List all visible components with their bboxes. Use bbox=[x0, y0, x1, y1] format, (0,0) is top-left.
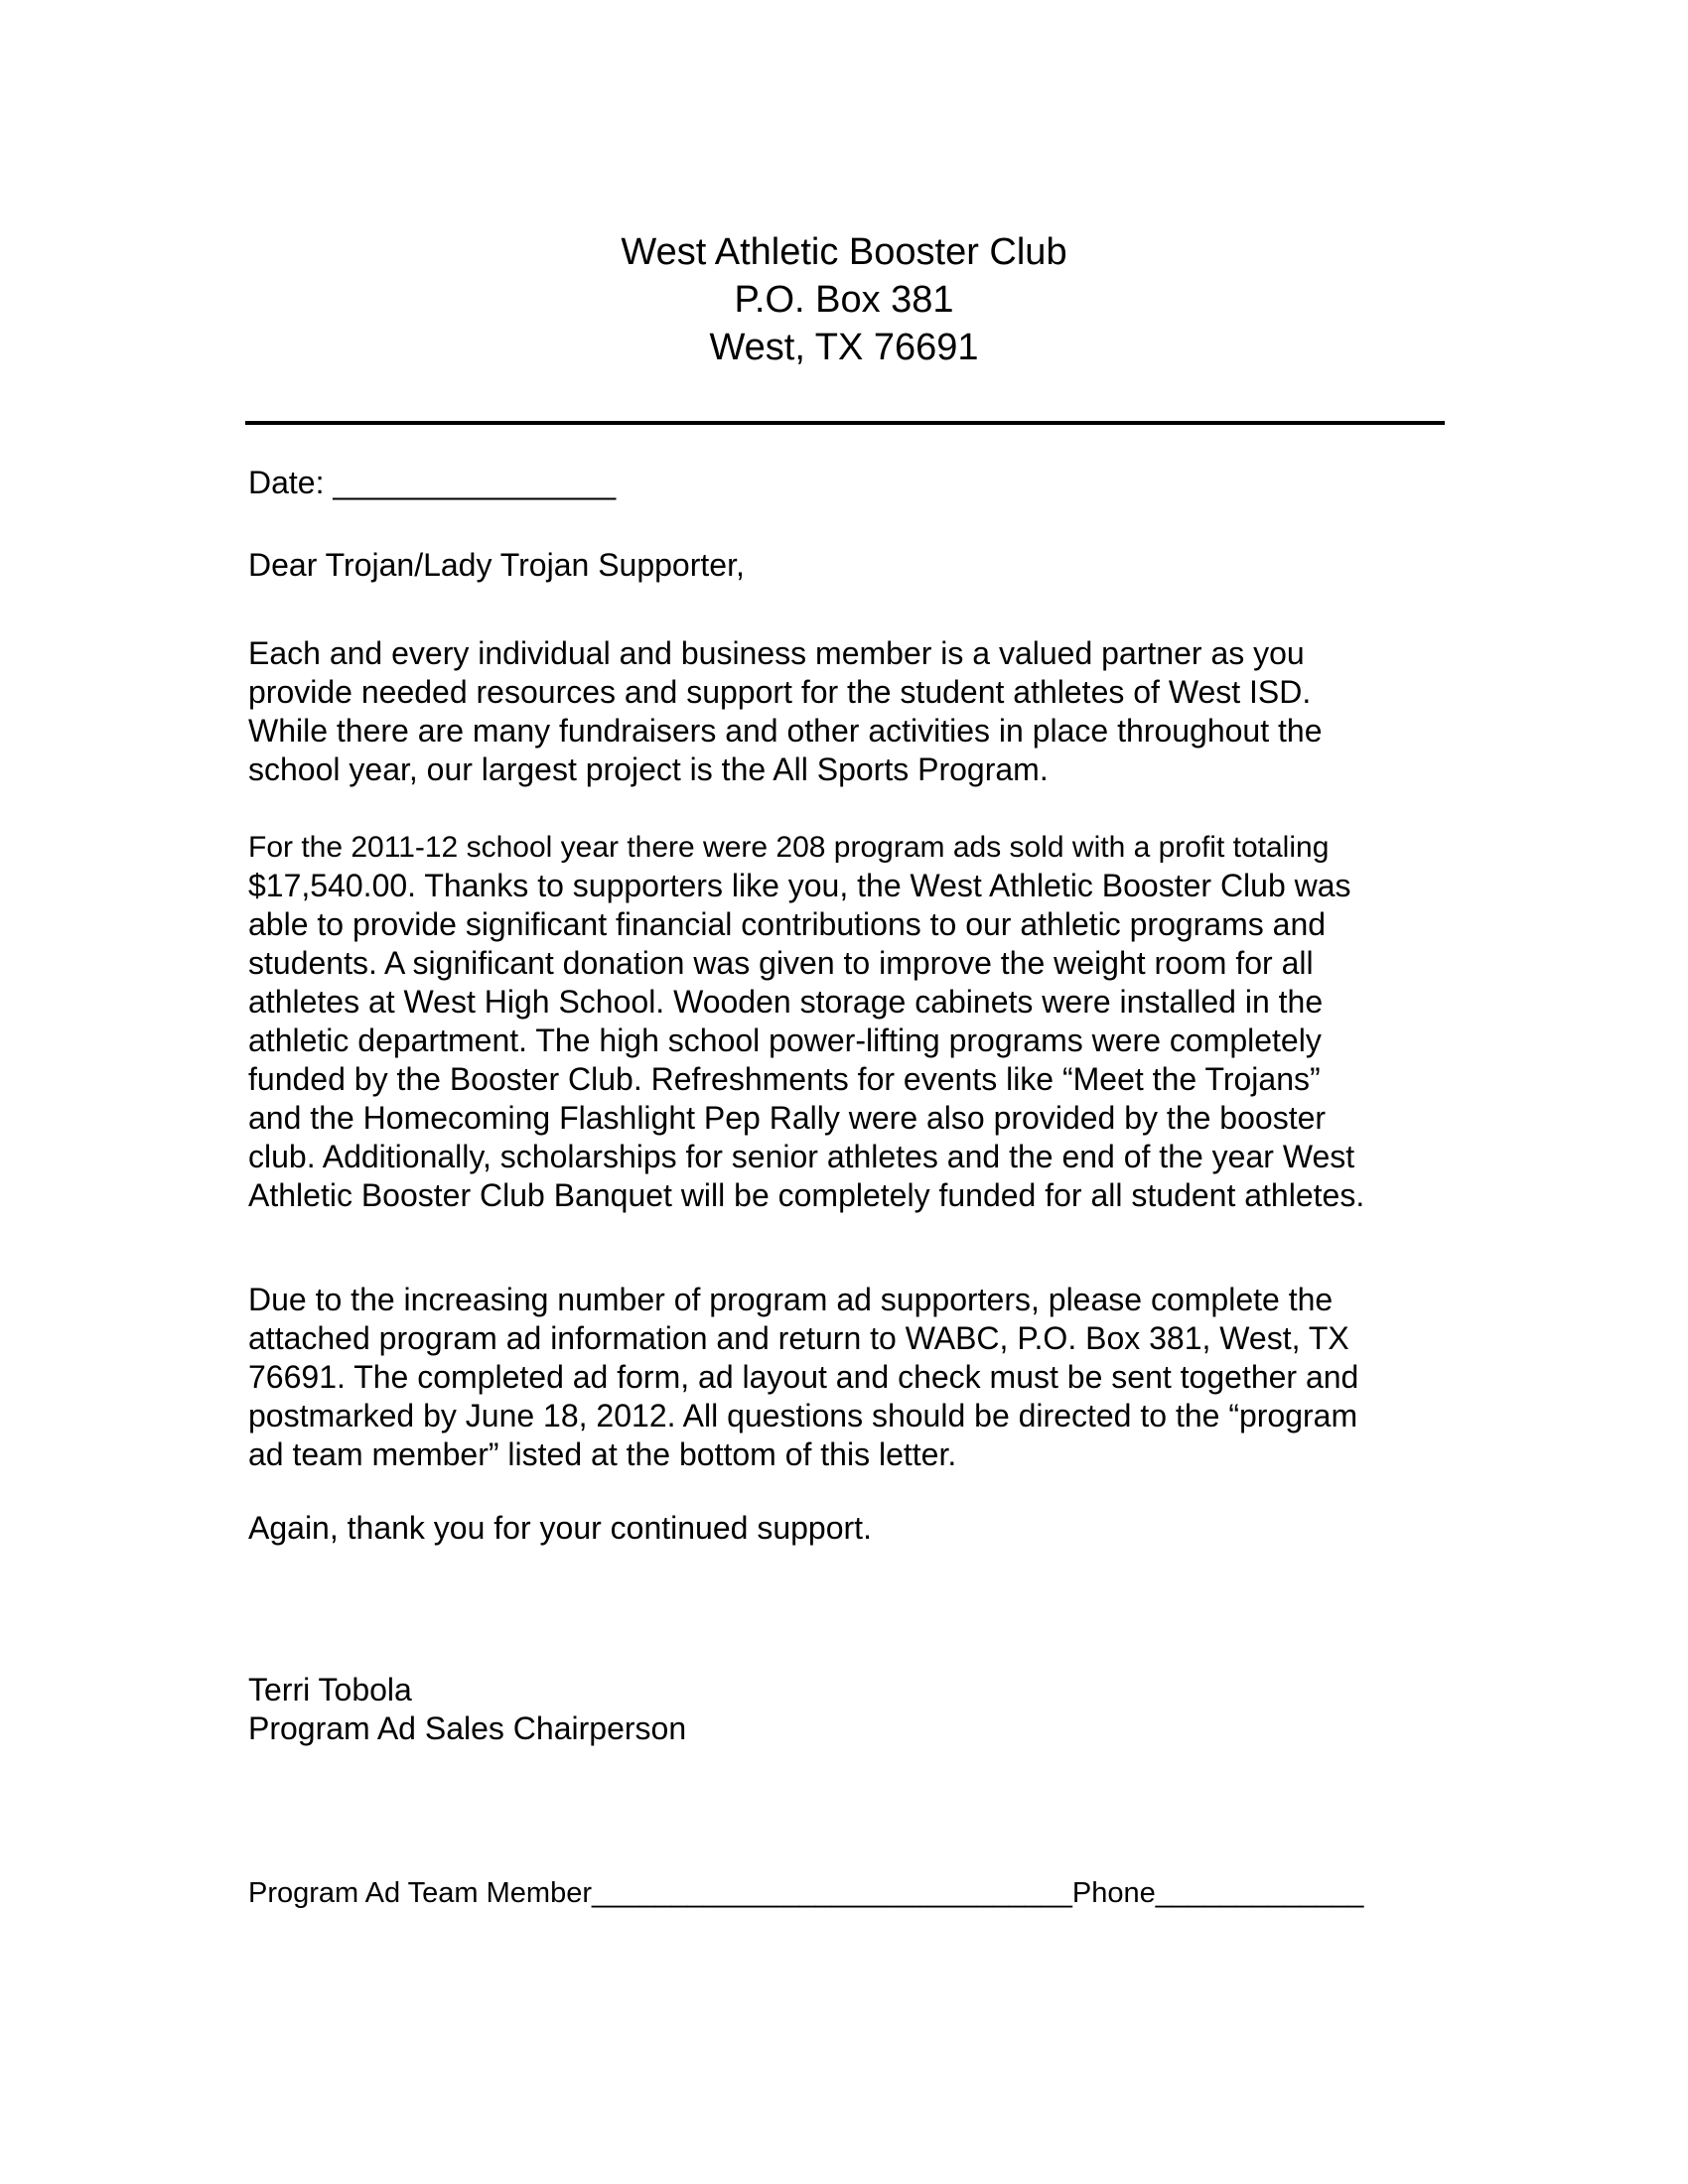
salutation bbox=[248, 546, 1420, 585]
paragraph-line: able to provide significant financial contributions to our athletic programs and bbox=[248, 906, 1327, 942]
date-blank: ________________ bbox=[333, 465, 617, 500]
po-box: P.O. Box 381 bbox=[734, 279, 954, 321]
organization-name: West Athletic Booster Club bbox=[621, 231, 1067, 273]
paragraph-line: Athletic Booster Club Banquet will be completely funded for all student athletes. bbox=[248, 1177, 1365, 1213]
signer-title: Program Ad Sales Chairperson bbox=[248, 1710, 687, 1746]
date-label: Date: bbox=[248, 465, 325, 500]
paragraph-line: For the 2011-12 school year there were 208 program ads sold with a profit totaling bbox=[248, 831, 1330, 864]
paragraph-3 bbox=[248, 1281, 1420, 1474]
header-divider bbox=[245, 421, 1445, 425]
closing bbox=[248, 1509, 1420, 1548]
city-state-zip: West, TX 76691 bbox=[709, 327, 979, 368]
paragraph-line: While there are many fundraisers and other activities in place throughout the bbox=[248, 713, 1323, 749]
paragraph-line: $17,540.00. Thanks to supporters like you, the West Athletic Booster Club was bbox=[248, 868, 1351, 903]
paragraph-line: Each and every individual and business member is a valued partner as you bbox=[248, 635, 1305, 671]
phone-label: Phone bbox=[1071, 1877, 1156, 1909]
paragraph-line: provide needed resources and support for the student athletes of West ISD. bbox=[248, 674, 1312, 710]
signer-name: Terri Tobola bbox=[248, 1672, 412, 1707]
letterhead bbox=[0, 228, 1688, 371]
paragraph-line: school year, our largest project is the All Sports Program. bbox=[248, 751, 1049, 787]
paragraph-line: and the Homecoming Flashlight Pep Rally were also provided by the booster bbox=[248, 1100, 1327, 1136]
paragraph-line: 76691. The completed ad form, ad layout and check must be sent together and bbox=[248, 1359, 1359, 1395]
paragraph-line: attached program ad information and return to WABC, P.O. Box 381, West, TX bbox=[248, 1320, 1349, 1356]
paragraph-line: ad team member” listed at the bottom of this letter. bbox=[248, 1436, 957, 1472]
paragraph-line: athletic department. The high school power-lifting programs were completely bbox=[248, 1023, 1322, 1058]
paragraph-line: funded by the Booster Club. Refreshments for events like “Meet the Trojans” bbox=[248, 1061, 1321, 1097]
paragraph-line: Due to the increasing number of program ad supporters, please complete the bbox=[248, 1282, 1334, 1317]
paragraph-1 bbox=[248, 634, 1420, 789]
closing-text: Again, thank you for your continued support. bbox=[248, 1510, 872, 1546]
paragraph-2 bbox=[248, 828, 1420, 1215]
team-member-blank: ______________________________ bbox=[592, 1877, 1072, 1909]
footer-contact-line bbox=[248, 1875, 1363, 1911]
signature-block bbox=[248, 1671, 1420, 1748]
paragraph-line: athletes at West High School. Wooden storage cabinets were installed in the bbox=[248, 984, 1324, 1020]
paragraph-line: postmarked by June 18, 2012. All questions should be directed to the “program bbox=[248, 1398, 1358, 1433]
phone-blank: _____________ bbox=[1155, 1877, 1364, 1909]
date-field bbox=[248, 464, 1420, 502]
paragraph-line: students. A significant donation was given to improve the weight room for all bbox=[248, 945, 1314, 981]
team-member-label: Program Ad Team Member bbox=[248, 1877, 592, 1909]
salutation-text: Dear Trojan/Lady Trojan Supporter, bbox=[248, 547, 745, 583]
paragraph-line: club. Additionally, scholarships for senior athletes and the end of the year West bbox=[248, 1139, 1355, 1174]
